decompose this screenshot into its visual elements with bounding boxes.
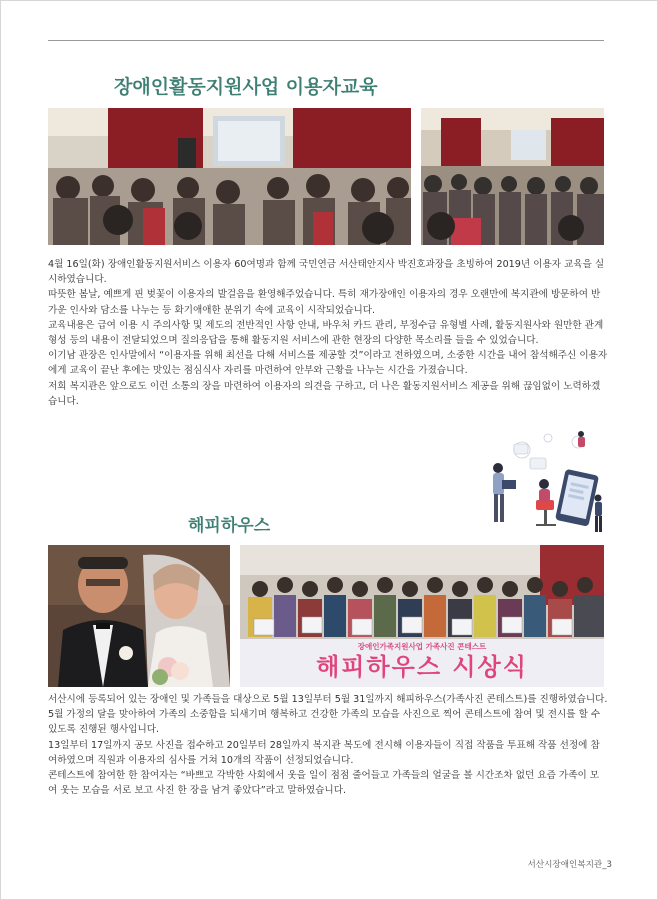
section2-body [48,692,608,798]
section1-paragraph: 교육내용은 급여 이용 시 주의사항 및 제도의 전반적인 사항 안내, 바우처 카드 관리, 부정수급 유형별 사례, 활동지원사와 원만한 관계 형성 등의 내용이 전달되었으며 질의응답을 통해 활동지원 서비스에 관한 현장의 다양한 목소리를 들을 수 있었습니다. [48,319,604,347]
section1-body [48,257,608,409]
photo-education-lecture-hall [48,108,411,245]
page-footer [528,858,612,870]
photo-couple-portrait [48,545,230,687]
section2-paragraph: 5월 가정의 달을 맞아하여 가족의 소중함을 되새기며 행복하고 건강한 가족의 모습을 사진으로 찍어 콘테스트에 참여 및 전시를 할 수 있도록 진행된 행사입니다. [48,709,601,736]
section1-paragraph: 이기남 관장은 인사말에서 “이용자를 위해 최선을 다해 서비스를 제공할 것”이라고 전하였으며, 소중한 시간을 내어 참석해주신 이용자에게 교육이 끝난 후에는 맛있는 점심식사 자리를 마련하여 안부와 근황을 나누는 시간을 가졌습니다. [48,350,608,377]
section2-paragraph: 서산시에 등록되어 있는 장애인 및 가족들을 대상으로 5월 13일부터 5월 31일까지 해피하우스(가족사진 콘테스트)를 진행하였습니다. [48,694,608,705]
section-title-happy-house: 해피하우스 [188,516,271,536]
section1-paragraph: 따뜻한 봄날, 예쁘게 핀 벚꽃이 이용자의 발걸음을 환영해주었습니다. 특히 재가장애인 이용자의 경우 오랜만에 복지관에 방문하여 반가운 인사와 담소를 나누는 등 화기애애한 분위기 속에 교육이 시작되었습니다. [48,289,601,316]
section2-paragraph: 콘테스트에 참여한 한 참여자는 “바쁘고 각박한 사회에서 웃을 일이 점점 줄어들고 가족들의 얼굴을 볼 시간조차 없던 요즘 가족이 모여 웃는 모습을 서로 보고 사진 한 장을 남겨 좋았다”라고 말하였습니다. [48,770,600,797]
section-title-user-education: 장애인활동지원사업 이용자교육 [114,76,378,98]
banner-subtitle: 장애인가족지원사업 가족사진 콘테스트 [357,642,487,651]
online-education-illustration-icon [478,428,608,538]
banner-title: 해피하우스 시상식 [316,653,528,681]
footer-org: 서산시장애인복지관 [527,860,603,870]
photo-happy-house-award-ceremony [240,545,604,687]
section1-paragraph: 4월 16일(화) 장애인활동지원서비스 이용자 60여명과 함께 국민연금 서산태안지사 박진호과장을 초빙하여 2019년 이용자 교육을 실시하였습니다. [48,259,605,286]
section2-paragraph: 13일부터 17일까지 공모 사진을 접수하고 20일부터 28일까지 복지관 복도에 전시해 이용자들이 직접 작품을 투표해 작품 선정에 참여하였으며 직원과 이용자의 심사를 거쳐 10개의 작품이 선정되었습니다. [48,739,600,766]
top-divider [48,40,604,41]
page-number: 3 [606,860,612,870]
photo-education-audience [421,108,604,245]
section1-paragraph: 저희 복지관은 앞으로도 이런 소통의 장을 마련하여 이용자의 의견을 구하고, 더 나은 활동지원서비스 제공을 위해 끊임없이 노력하겠습니다. [48,380,601,407]
footer-separator: _ [602,860,607,870]
